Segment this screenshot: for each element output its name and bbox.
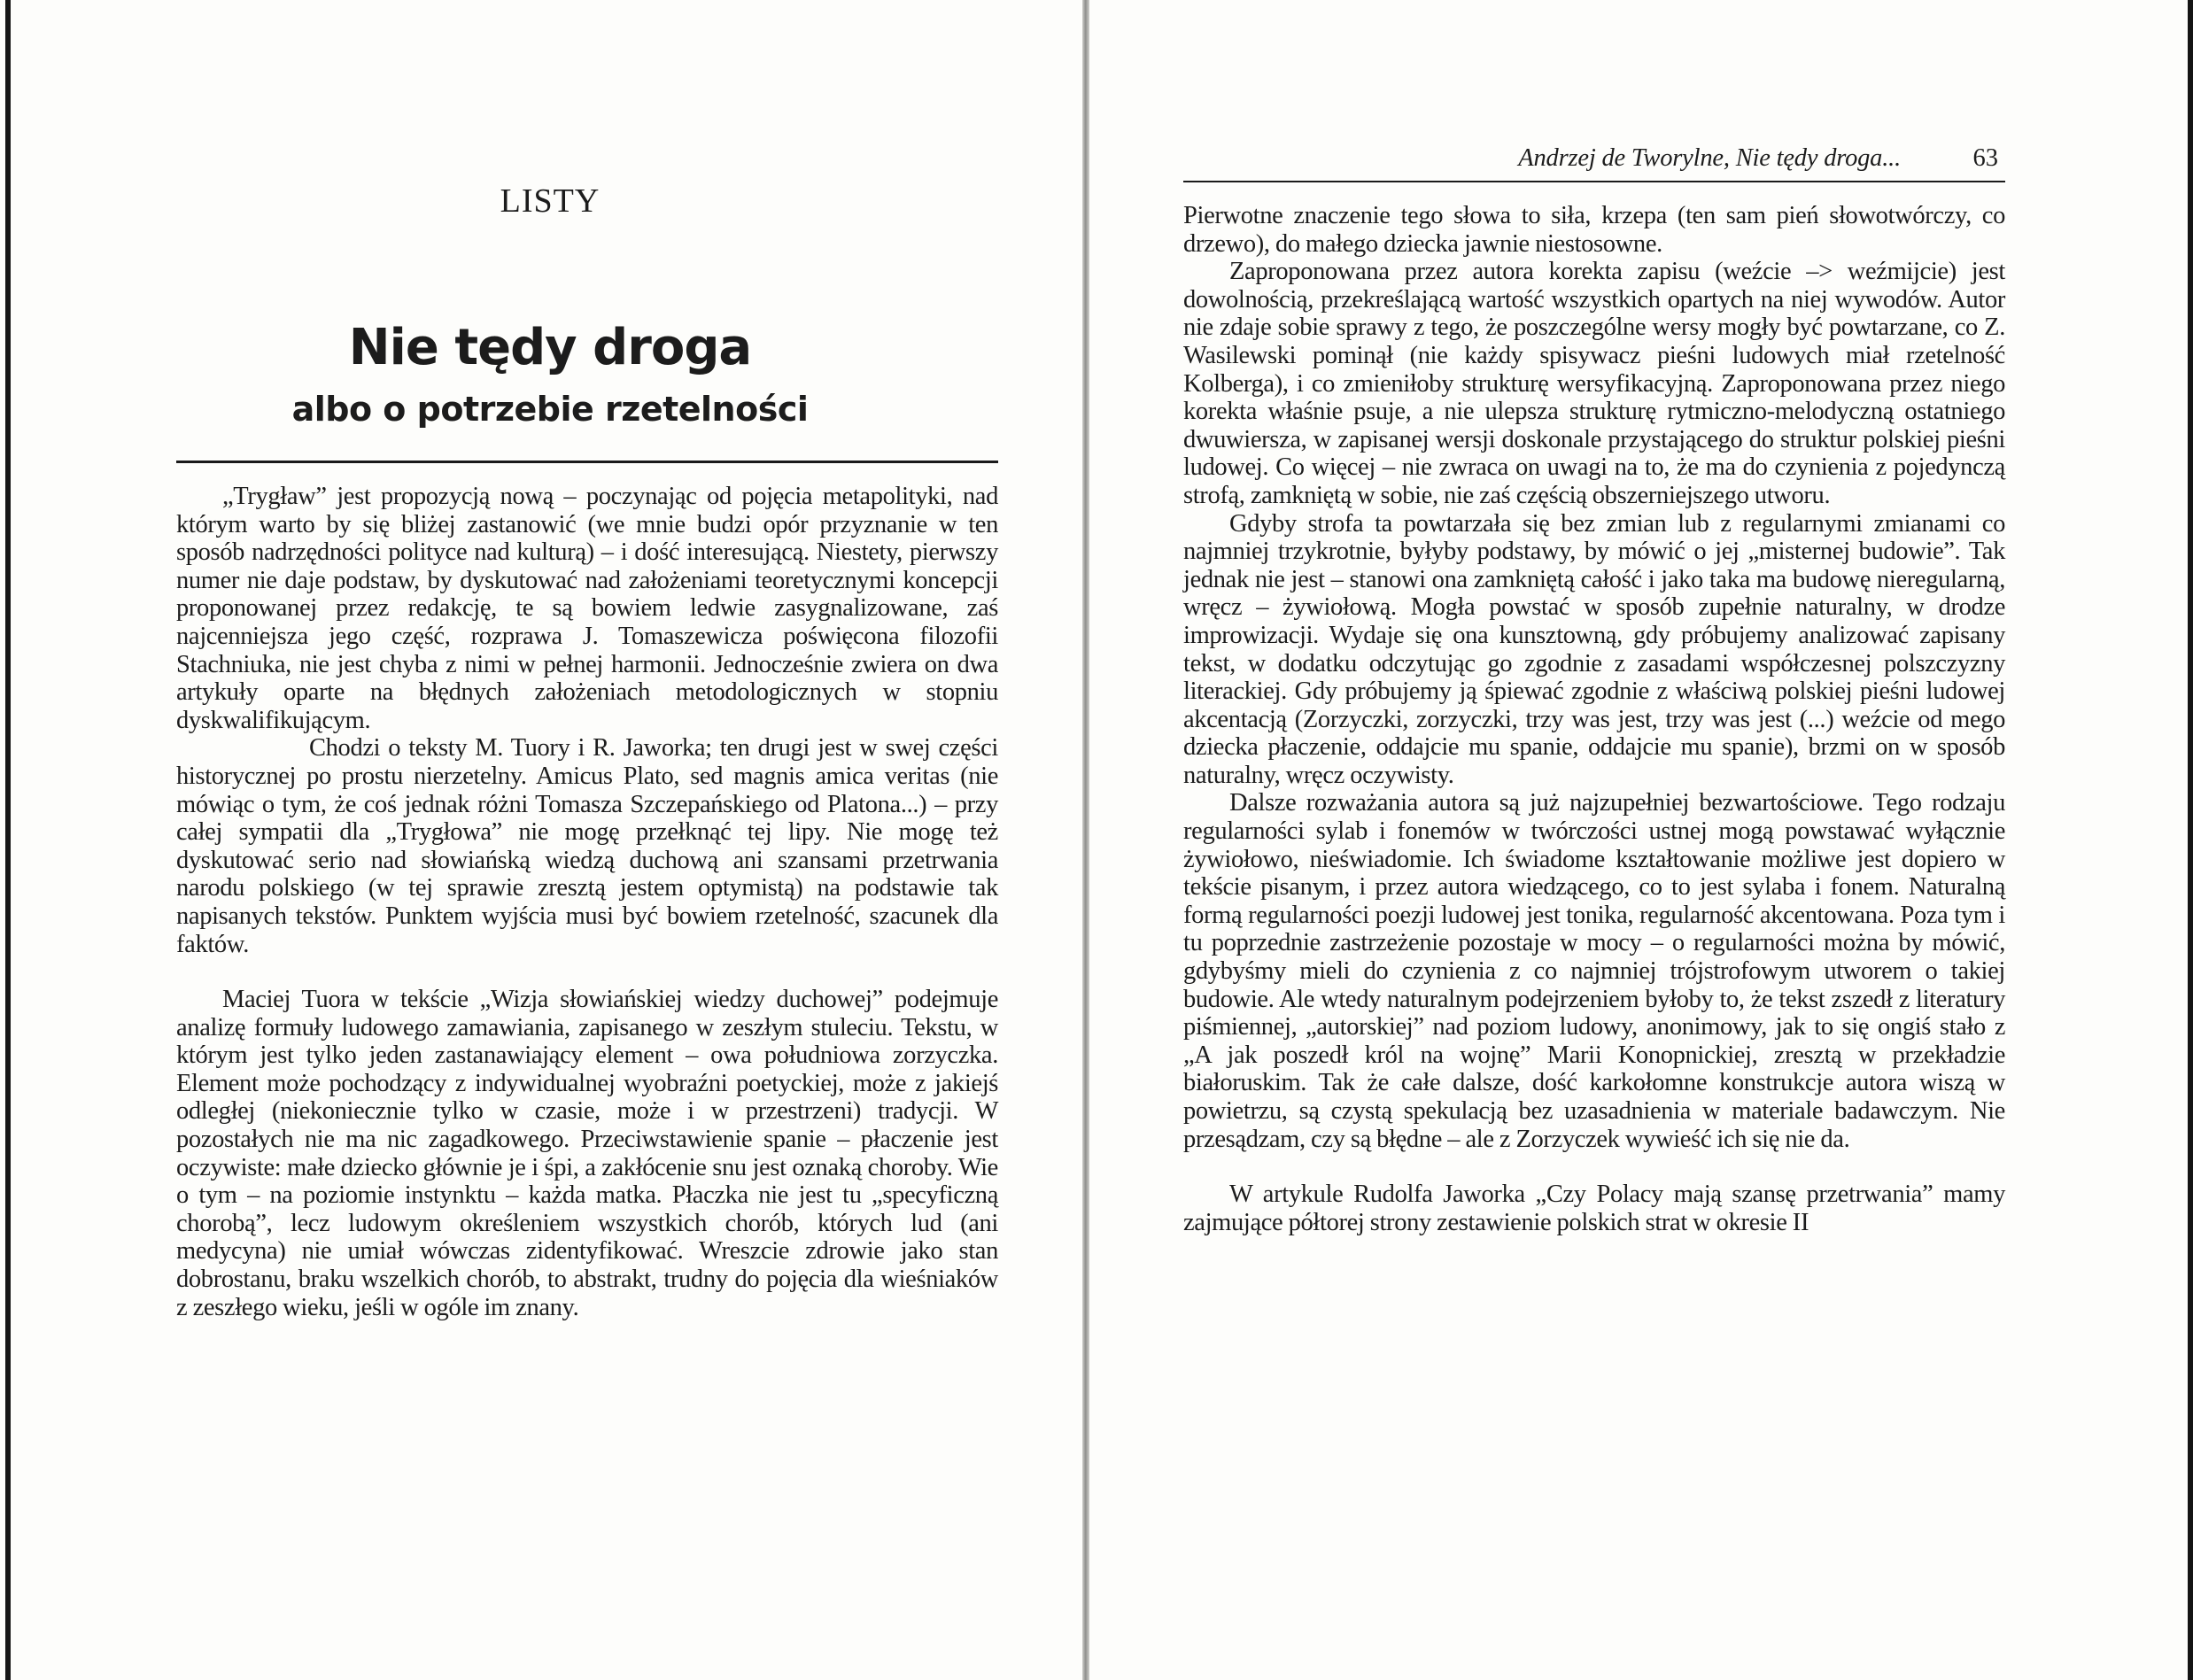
section-label: LISTY [500,182,601,220]
article-subtitle: albo o potrzebie rzetelności [291,390,809,429]
article-title: Nie tędy droga [348,319,752,376]
paragraph: Zaproponowana przez autora korekta zapisu (weźcie –> weźmijcie) jest dowolnością, przekreślającą wartość wszystkich opartych na niej wywodów. Autor nie zdaje sobie sprawy z tego, że poszczególne wersy mogły być powtarzane, co Z. Wasilewski pominął (nie każdy spisywacz pieśni ludowych miał rzetelność Kolberga), i co zmieniłoby strukturę wersyfikacyjną. Zaproponowana przez niego korekta właśnie psuje, a nie ulepsza strukturę rytmiczno-melodyczną ostatniego dwuwiersza, w zapisanej wersji doskonale przystającego do struktur polskiej pieśni ludowej. Co więcej – nie zwraca on uwagi na to, że ma do czynienia z pojedynczą strofą, zamkniętą w sobie, nie zaś częścią obszerniejszego utworu. [1183,258,2005,509]
title-rule [176,461,998,463]
page-number: 63 [1972,144,1998,172]
paragraph: Dalsze rozważania autora są już najzupełniej bezwartościowe. Tego rodzaju regularności sylab i fonemów w twórczości ustnej mogą powstawać wyłącznie żywiołowo, nieświadomie. Ich świadome kształtowanie możliwe jest dopiero w tekście pisanym, i przez autora wiedzącego, co to jest sylaba i fonem. Naturalną formą regularności poezji ludowej jest tonika, regularność akcentowana. Poza tym i tu poprzednie zastrzeżenie pozostaje w mocy – o regularności można by mówić, gdybyśmy mieli do czynienia z co najmniej trójstrofowym utworem o takiej budowie. Ale wtedy naturalnym podejrzeniem byłoby to, że tekst zszedł z literatury piśmiennej, „autorskiej” nad poziom ludowy, anonimowy, jak to się ongiś stało z „A jak poszedł król na wojnę” Marii Konopnickiej, zresztą w przekładzie białoruskim. Tak że całe dalsze, dość karkołomne konstrukcje autora wiszą w powietrzu, są czystą spekulacją bez uzasadnienia w materiale badawczym. Nie przesądzam, czy są błędne – ale z Zorzyczek wywieść ich się nie da. [1183,789,2005,1153]
paragraph: Gdyby strofa ta powtarzała się bez zmian lub z regularnymi zmianami co najmniej trzykrotnie, byłyby podstawy, by mówić o jej „misternej budowie”. Tak jednak nie jest – stanowi ona zamkniętą całość i jako taka ma budowę nieregularną, wręcz – żywiołową. Mogła powstać w sposób zupełnie naturalny, w drodze improwizacji. Wydaje się ona kunsztowną, gdy próbujemy analizować zapisany tekst, w dodatku odczytując go zgodnie z zasadami współczesnej polszczyzny literackiej. Gdy próbujemy ją śpiewać zgodnie z właściwą polskiej pieśni ludowej akcentacją (Zorzyczki, zorzyczki, trzy was jest, trzy was jest (...) weźcie od mego dziecka płaczenie, oddajcie mu spanie, oddajcie mu spanie), brzmi on w sposób naturalny, wręcz oczywisty. [1183,509,2005,789]
paragraph: Chodzi o teksty M. Tuory i R. Jaworka; ten drugi jest w swej części historycznej po prostu nierzetelny. Amicus Plato, sed magnis amica veritas (nie mówiąc o tym, że coś jednak różni Tomasza Szczepańskiego od Platona...) – przy całej sympatii dla „Trygłowa” nie mogę przełknąć tej lipy. Nie mogę też dyskutować serio nad słowiańską wiedzą duchową ani szansami przetrwania narodu polskiego (w tej sprawie zresztą jestem optymistą) na podstawie tak napisanych tekstów. Punktem wyjścia musi być bowiem rzetelność, szacunek dla faktów. [176,734,998,958]
right-page [1089,0,2193,1680]
right-body-text [1183,202,2005,1236]
paragraph: Pierwotne znaczenie tego słowa to siła, krzepa (ten sam pień słowotwórczy, co drzewo), do małego dziecka jawnie niestosowne. [1183,202,2005,258]
book-gutter [1082,0,1089,1680]
left-body-text [176,483,998,1321]
header-rule [1183,181,2005,182]
paragraph: „Trygław” jest propozycją nową – poczynając od pojęcia metapolityki, nad którym warto by się bliżej zastanowić (we mnie budzi opór przyznanie w ten sposób nadrzędności polityce nad kulturą) – i dość interesującą. Niestety, pierwszy numer nie daje podstaw, by dyskutować nad założeniami teoretycznymi koncepcji proponowanej przez redakcję, te są bowiem ledwie zasygnalizowane, zaś najcenniejsza jego część, rozprawa J. Tomaszewicza poświęcona filozofii Stachniuka, nie jest chyba z nimi w pełnej harmonii. Jednocześnie zwiera on dwa artykuły oparte na błędnych założeniach metodologicznych w stopniu dyskwalifikującym. [176,483,998,734]
paragraph: Maciej Tuora w tekście „Wizja słowiańskiej wiedzy duchowej” podejmuje analizę formuły ludowego zamawiania, zapisanego w zeszłym stuleciu. Tekstu, w którym jest tylko jeden zastanawiający element – owa południowa zorzyczka. Element może pochodzący z indywidualnej wyobraźni poetyckiej, może z jakiejś odległej (niekoniecznie tylko w czasie, może i w przestrzeni) tradycji. W pozostałych nie ma nic zagadkowego. Przeciwstawienie spanie – płaczenie jest oczywiste: małe dziecko głównie je i śpi, a zakłócenie snu jest oznaką choroby. Wie o tym – na poziomie instynktu – każda matka. Płaczka nie jest tu „specyficzną chorobą”, lecz ludowym określeniem wszystkich chorób, których lud (ani medycyna) nie umiał wówczas zidentyfikować. Wreszcie zdrowie jako stan dobrostanu, braku wszelkich chorób, to abstrakt, trudny do pojęcia dla wieśniaków z zeszłego wieku, jeśli w ogóle im znany. [176,986,998,1321]
left-page [5,0,1089,1680]
running-title: Andrzej de Tworylne, Nie tędy droga... [1518,144,1901,172]
paragraph: W artykule Rudolfa Jaworka „Czy Polacy mają szansę przetrwania” mamy zajmujące półtorej strony zestawienie polskich strat w okresie II [1183,1181,2005,1236]
